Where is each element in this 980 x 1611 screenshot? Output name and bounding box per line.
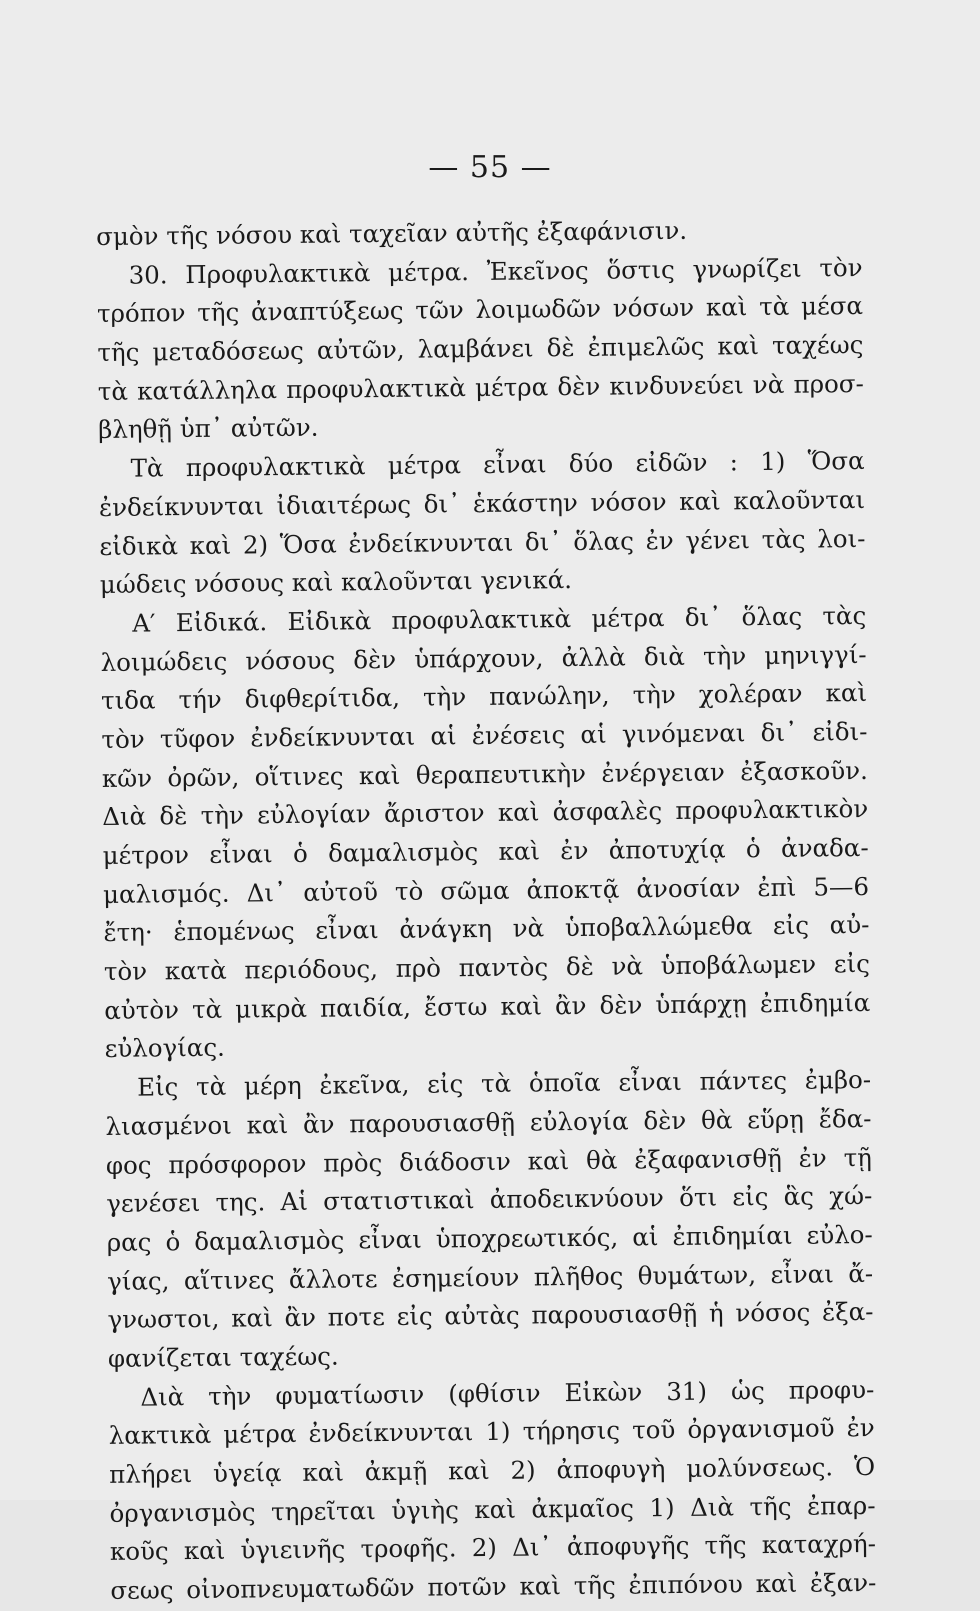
text-line: σεως οἰνοπνευματωδῶν ποτῶν καὶ τῆς ἐπιπόνου καὶ ἐξαν- [110, 1567, 877, 1605]
text-line: ἔτη· ἑπομένως εἶναι ἀνάγκη νὰ ὑποβαλλώμεθα εἰς αὐ- [103, 910, 870, 948]
text-line: γενέσει της. Αἱ στατιστικαὶ ἀποδεικνύουν ὅτι εἰς ἃς χώ- [106, 1181, 873, 1219]
text-line: πλήρει ὑγείᾳ καὶ ἀκμῇ καὶ 2) ἀποφυγὴ μολύνσεως. Ὁ [109, 1451, 876, 1489]
text-line: Α′ Εἰδικά. Εἰδικὰ προφυλακτικὰ μέτρα δι᾽ ὅλας τὰς [132, 600, 867, 638]
text-line: Διὰ τὴν φυματίωσιν (φθίσιν Εἰκὼν 31) ὡς προφυ- [140, 1374, 875, 1412]
text-line: 30. Προφυλακτικὰ μέτρα. Ἐκεῖνος ὅστις γνωρίζει τὸν [128, 252, 863, 290]
text-line: εἰδικὰ καὶ 2) Ὅσα ἐνδείκνυνται δι᾽ ὅλας ἐν γένει τὰς λοι- [99, 523, 866, 561]
text-line: Διὰ δὲ τὴν εὐλογίαν ἄριστον καὶ ἀσφαλὲς προφυλακτικὸν [102, 794, 869, 832]
text-line: λιασμένοι καὶ ἂν παρουσιασθῇ εὐλογία δὲν θὰ εὕρῃ ἔδα- [105, 1103, 872, 1141]
text-line: μέτρον εἶναι ὁ δαμαλισμὸς καὶ ἐν ἀποτυχίᾳ ὁ ἀναδα- [102, 832, 869, 870]
text-line: Τὰ προφυλακτικὰ μέτρα εἶναι δύο εἰδῶν : 1) Ὅσα [130, 446, 865, 483]
text-line: φανίζεται ταχέως. [107, 1341, 339, 1373]
text-line: μώδεις νόσους καὶ καλοῦνται γενικά. [99, 565, 573, 600]
text-line: γίας, αἵτινες ἄλλοτε ἐσημείουν πλῆθος θυμάτων, εἶναι ἄ- [106, 1258, 874, 1296]
text-line: τὸν τῦφον ἐνδείκνυνται αἱ ἐνέσεις αἱ γινόμεναι δι᾽ εἰδι- [101, 716, 868, 754]
text-line: σμὸν τῆς νόσου καὶ ταχεῖαν αὐτῆς ἐξαφάνισιν. [96, 215, 688, 251]
text-line: εὐλογίας. [104, 1033, 226, 1064]
text-line: αὐτὸν τὰ μικρὰ παιδία, ἔστω καὶ ἂν δὲν ὑπάρχῃ ἐπιδημία [104, 987, 871, 1025]
text-line: λακτικὰ μέτρα ἐνδείκνυνται 1) τήρησις τοῦ ὀργανισμοῦ ἐν [108, 1413, 875, 1451]
text-line: τὸν κατὰ περιόδους, πρὸ παντὸς δὲ νὰ ὑποβάλωμεν εἰς [103, 949, 871, 987]
text-line: ἐνδείκνυνται ἰδιαιτέρως δι᾽ ἑκάστην νόσον καὶ καλοῦνται [98, 484, 866, 522]
body-text [96, 210, 877, 1611]
text-line: τῆς μεταδόσεως αὐτῶν, λαμβάνει δὲ ἐπιμελῶς καὶ ταχέως [97, 330, 864, 368]
text-line: φος πρόσφορον πρὸς διάδοσιν καὶ θὰ ἐξαφανισθῇ ἐν τῇ [105, 1142, 873, 1180]
text-line: τὰ κατάλληλα προφυλακτικὰ μέτρα δὲν κινδυνεύει νὰ προσ- [97, 368, 864, 406]
text-line: ὀργανισμὸς τηρεῖται ὑγιὴς καὶ ἀκμαῖος 1) Διὰ τῆς ἐπαρ- [109, 1490, 876, 1528]
text-line: κῶν ὀρῶν, οἵτινες καὶ θεραπευτικὴν ἐνέργειαν ἐξασκοῦν. [101, 755, 868, 793]
text-line: λοιμώδεις νόσους δὲν ὑπάρχουν, ἀλλὰ διὰ τὴν μηνιγγί- [100, 639, 867, 677]
text-line: Εἰς τὰ μέρη ἐκεῖνα, εἰς τὰ ὁποῖα εἶναι πάντες ἐμβο- [136, 1065, 872, 1102]
text-line: τρόπον τῆς ἀναπτύξεως τῶν λοιμωδῶν νόσων καὶ τὰ μέσα [96, 291, 864, 329]
text-line: μαλισμός. Δι᾽ αὐτοῦ τὸ σῶμα ἀποκτᾷ ἀνοσίαν ἐπὶ 5—6 [102, 871, 870, 909]
text-line: τιδα τήν διφθερίτιδα, τὴν πανώλην, τὴν χολέραν καὶ [100, 678, 868, 716]
text-line: κοῦς καὶ ὑγιεινῆς τροφῆς. 2) Δι᾽ ἀποφυγῆς τῆς καταχρή- [109, 1529, 877, 1567]
text-line: γνωστοι, καὶ ἂν ποτε εἰς αὐτὰς παρουσιασθῇ ἡ νόσος ἐξα- [107, 1297, 874, 1335]
text-line: ρας ὁ δαμαλισμὸς εἶναι ὑποχρεωτικός, αἱ ἐπιδημίαι εὐλο- [106, 1219, 873, 1257]
page-number: — 55 — [428, 150, 552, 185]
text-line: βληθῇ ὑπ᾽ αὐτῶν. [98, 413, 319, 445]
